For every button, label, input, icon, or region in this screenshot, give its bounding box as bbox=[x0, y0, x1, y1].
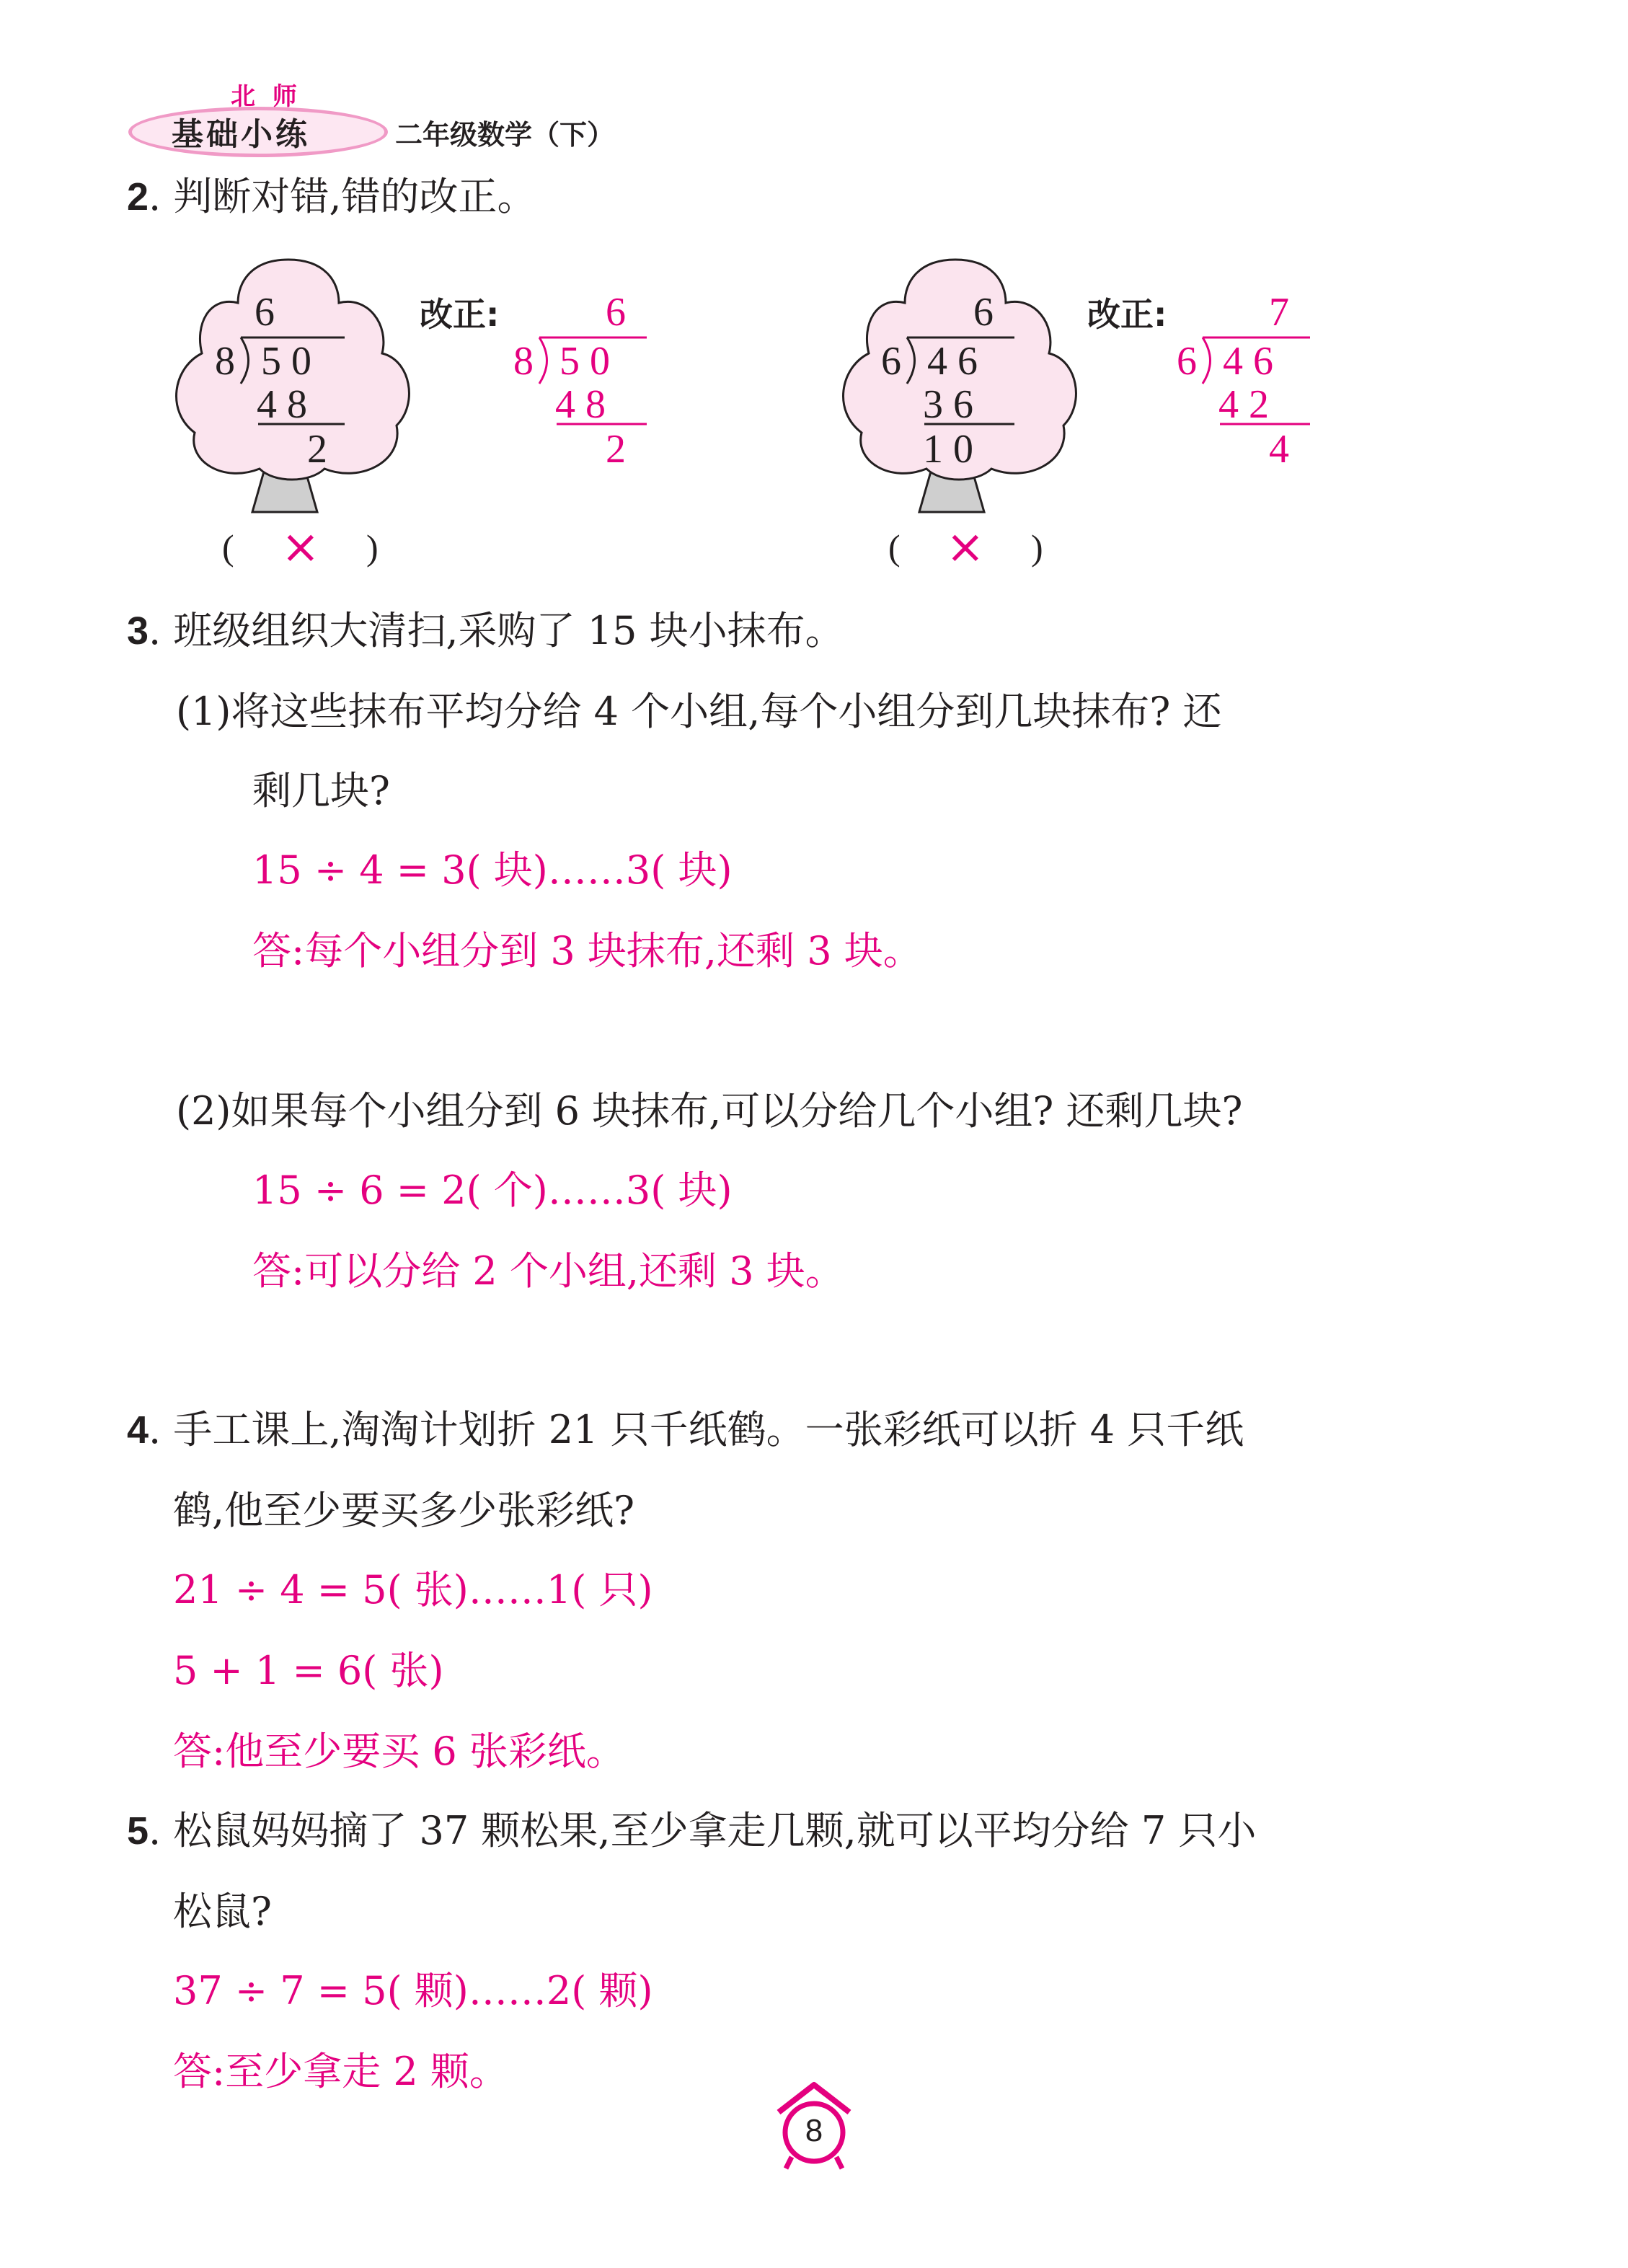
fix-product: 48 bbox=[555, 382, 616, 427]
series-title: 基础小练 bbox=[172, 116, 310, 153]
product: 36 bbox=[923, 382, 983, 427]
q4-answer: 答:他至少要买 6 张彩纸。 bbox=[173, 1729, 625, 1774]
fix-remainder: 2 bbox=[606, 427, 636, 472]
fix-quotient: 7 bbox=[1269, 290, 1299, 335]
wrong-mark-left: × bbox=[281, 521, 320, 574]
dividend: 50 bbox=[261, 339, 322, 384]
q3-sub2-equation: 15 ÷ 6 = 2( 个)……3( 块) bbox=[252, 1168, 733, 1213]
q4-equation1: 21 ÷ 4 = 5( 张)……1( 只) bbox=[173, 1567, 653, 1612]
fix-dividend: 50 bbox=[559, 339, 620, 384]
divisor: 6 bbox=[881, 339, 911, 384]
fix-divisor: 6 bbox=[1177, 339, 1207, 384]
q3-sub1-line1: (1)将这些抹布平均分给 4 个小组,每个小组分到几块抹布? 还 bbox=[176, 689, 1222, 734]
q3-sub1-answer: 答:每个小组分到 3 块抹布,还剩 3 块。 bbox=[252, 928, 922, 974]
product: 48 bbox=[257, 382, 317, 427]
q4-line1 bbox=[127, 1405, 1244, 1455]
q3-number: 3 bbox=[127, 609, 149, 653]
q5-number: 5 bbox=[127, 1809, 149, 1853]
paren-close-left: ) bbox=[366, 527, 379, 568]
q4-text1: . 手工课上,淘淘计划折 21 只千纸鹤。一张彩纸可以折 4 只千纸 bbox=[149, 1407, 1244, 1452]
q4-number: 4 bbox=[127, 1408, 149, 1452]
remainder: 10 bbox=[923, 427, 983, 472]
paren-close-right: ) bbox=[1031, 527, 1043, 568]
fix-dividend: 46 bbox=[1223, 339, 1283, 384]
correction-label-left: 改正: bbox=[420, 295, 500, 334]
paren-open-right: ( bbox=[888, 527, 901, 568]
q5-line1 bbox=[127, 1806, 1256, 1856]
divisor: 8 bbox=[215, 339, 245, 384]
grade-title: 二年级数学（下） bbox=[395, 119, 615, 151]
q3-heading bbox=[127, 606, 844, 656]
q4-equation2: 5 + 1 = 6( 张) bbox=[173, 1648, 444, 1693]
q3-sub1-line2: 剩几块? bbox=[252, 768, 390, 813]
q3-text: . 班级组织大清扫,采购了 15 块小抹布。 bbox=[149, 608, 844, 653]
correction-label-right: 改正: bbox=[1087, 295, 1167, 334]
q5-text1: . 松鼠妈妈摘了 37 颗松果,至少拿走几颗,就可以平均分给 7 只小 bbox=[149, 1808, 1257, 1853]
fix-remainder: 4 bbox=[1269, 427, 1299, 472]
dividend: 46 bbox=[927, 339, 988, 384]
fix-quotient: 6 bbox=[606, 290, 636, 335]
q5-equation: 37 ÷ 7 = 5( 颗)……2( 颗) bbox=[173, 1968, 653, 2013]
paren-open-left: ( bbox=[222, 527, 234, 568]
remainder: 2 bbox=[307, 427, 337, 472]
fix-product: 42 bbox=[1218, 382, 1279, 427]
q3-sub1-equation: 15 ÷ 4 = 3( 块)……3( 块) bbox=[252, 847, 733, 893]
correction-bracket-right bbox=[1177, 332, 1321, 447]
q5-answer: 答:至少拿走 2 颗。 bbox=[173, 2049, 508, 2094]
q2-text: . 判断对错,错的改正。 bbox=[149, 174, 536, 219]
correction-bracket-left bbox=[513, 332, 658, 447]
division-bracket-right bbox=[881, 332, 1025, 447]
q2-heading bbox=[127, 172, 536, 222]
wrong-mark-right: × bbox=[946, 521, 985, 574]
q3-sub2-line1: (2)如果每个小组分到 6 块抹布,可以分给几个小组? 还剩几块? bbox=[176, 1088, 1243, 1134]
quotient: 6 bbox=[255, 290, 285, 335]
q3-sub2-answer: 答:可以分给 2 个小组,还剩 3 块。 bbox=[252, 1248, 844, 1294]
q5-line2: 松鼠? bbox=[173, 1889, 272, 1934]
q4-line2: 鹤,他至少要买多少张彩纸? bbox=[173, 1488, 635, 1533]
division-bracket-left bbox=[215, 332, 359, 447]
q2-number: 2 bbox=[127, 175, 149, 219]
series-top: 北 师 bbox=[231, 82, 301, 111]
quotient: 6 bbox=[973, 290, 1004, 335]
fix-divisor: 8 bbox=[513, 339, 544, 384]
page-number: 8 bbox=[805, 2113, 823, 2148]
